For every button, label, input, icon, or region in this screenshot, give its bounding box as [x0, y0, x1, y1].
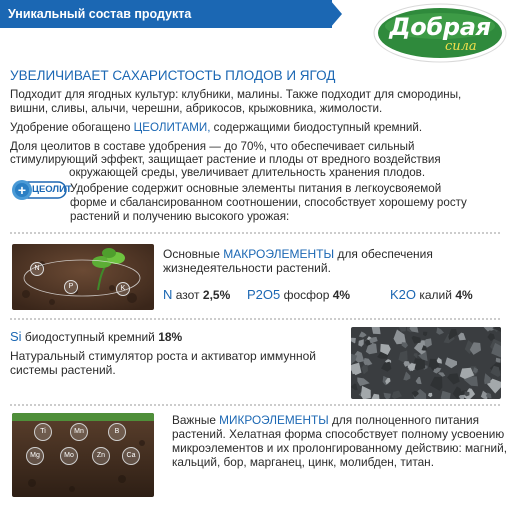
zeolite-badge [10, 175, 72, 205]
macro-heading [163, 247, 433, 261]
elements-line-1: Удобрение содержит основные элементы питания в легкоусвояемой [70, 182, 442, 195]
phosphorus-value: 4% [332, 288, 351, 302]
micro-highlight: МИКРОЭЛЕМЕНТЫ [219, 413, 329, 427]
divider-2 [10, 318, 502, 320]
silicon-heading [10, 330, 182, 345]
micro-bubble-ca [122, 447, 140, 465]
macro-line-2: жизнедеятельности растений. [163, 261, 331, 275]
brand-name: Добрая [389, 13, 491, 41]
potassium-symbol: K2O [390, 287, 417, 302]
micro-bubble-mn-label: Mn [74, 428, 84, 435]
soil-micro-image [12, 413, 154, 497]
soil-plant-illustration [12, 244, 154, 310]
phosphorus-symbol: P2O5 [247, 287, 281, 302]
page-headline: УВЕЛИЧИВАЕТ САХАРИСТОСТЬ ПЛОДОВ И ЯГОД [10, 68, 336, 83]
micro-heading [172, 413, 479, 427]
micro-bubble-ca-label: Ca [126, 452, 136, 459]
silicon-line-1: Натуральный стимулятор роста и активатор иммунной [10, 349, 316, 363]
zeolite-highlight: ЦЕОЛИТАМИ, [133, 121, 211, 134]
macro-bubble-k-label: K [120, 285, 126, 292]
zeolite-stones-illustration [351, 327, 501, 399]
micro-bubble-mg-label: Mg [30, 452, 40, 459]
zeolite-pre: Удобрение обогащено [10, 121, 134, 134]
zeolite-badge-label: ЦЕОЛИТ [32, 184, 72, 195]
brand-logo [372, 2, 508, 64]
micro-bubble-b [108, 423, 126, 441]
macro-bubble-p-label: P [68, 283, 74, 290]
macro-bubble-k [116, 282, 130, 296]
nitrogen-value: 2,5% [202, 288, 231, 302]
nitrogen-name: азот [175, 288, 200, 302]
micro-bubble-mg [26, 447, 44, 465]
micro-bubble-mo [60, 447, 78, 465]
micro-post: для полноценного питания [328, 413, 480, 427]
intro-line-1: Подходит для ягодных культур: клубники, малины. Также подходит для смородины, [10, 88, 462, 101]
zeolite-intro [10, 121, 422, 135]
elements-line-2: форме и сбалансированном соотношении, способствует хорошему росту [70, 196, 467, 209]
macro-bubble-n-label: N [34, 265, 40, 272]
banner [0, 0, 332, 28]
macro-post: для обеспечения [334, 247, 433, 261]
macro-bubble-n [30, 262, 44, 276]
phosphorus-name: фосфор [283, 288, 330, 302]
macro-item-potassium [390, 288, 473, 303]
macro-bubble-p [64, 280, 78, 294]
macro-highlight: МАКРОЭЛЕМЕНТЫ [223, 247, 335, 261]
banner-title: Уникальный состав продукта [8, 7, 192, 21]
potassium-value: 4% [455, 288, 473, 302]
divider-3 [10, 404, 502, 406]
micro-bubble-zn [92, 447, 110, 465]
micro-bubble-mn [70, 423, 88, 441]
zeolite-line-3: окружающей среды, увеличивает длительность хранения плодов. [69, 166, 426, 179]
silicon-value: 18% [158, 330, 183, 344]
micro-pre: Важные [172, 413, 220, 427]
micro-bubble-ti [34, 423, 52, 441]
micro-bubble-b-label: B [114, 428, 120, 435]
silicon-name: биодоступный кремний [21, 330, 159, 344]
macro-pre: Основные [163, 247, 224, 261]
macro-item-phosphorus [247, 288, 350, 303]
brand-subname: сила [445, 39, 477, 54]
micro-bubble-mo-label: Mo [64, 452, 74, 459]
nitrogen-symbol: N [163, 287, 173, 302]
zeolite-line-1: Доля цеолитов в составе удобрения — до 70%, что обеспечивает сильный [10, 140, 415, 153]
svg-text:+: + [17, 182, 27, 198]
micro-line-2: растений. Хелатная форма способствует полному усвоению [172, 427, 505, 441]
potassium-name: калий [419, 288, 452, 302]
intro-line-2: вишни, сливы, алычи, черешни, абрикосов, крыжовника, жимолости. [10, 102, 383, 115]
zeolite-post: содержащими биодоступный кремний. [210, 121, 423, 134]
macro-item-nitrogen [163, 288, 230, 303]
micro-bubble-zn-label: Zn [96, 452, 106, 459]
divider-1 [10, 232, 502, 234]
elements-line-3: растений и получению высокого урожая: [70, 210, 290, 223]
silicon-symbol: Si [10, 329, 22, 344]
micro-bubble-ti-label: Ti [40, 428, 46, 435]
micro-line-3: микроэлементов и их пролонгированному действию: магний, [172, 441, 507, 455]
silicon-line-2: системы растений. [10, 363, 116, 377]
micro-line-4: кальций, бор, марганец, цинк, молибден, титан. [172, 455, 434, 469]
zeolite-stones-image [351, 327, 501, 399]
zeolite-line-2: стимулирующий эффект, защищает растение и плоды от вредного воздействия [10, 153, 441, 166]
soil-plant-image [12, 244, 154, 310]
